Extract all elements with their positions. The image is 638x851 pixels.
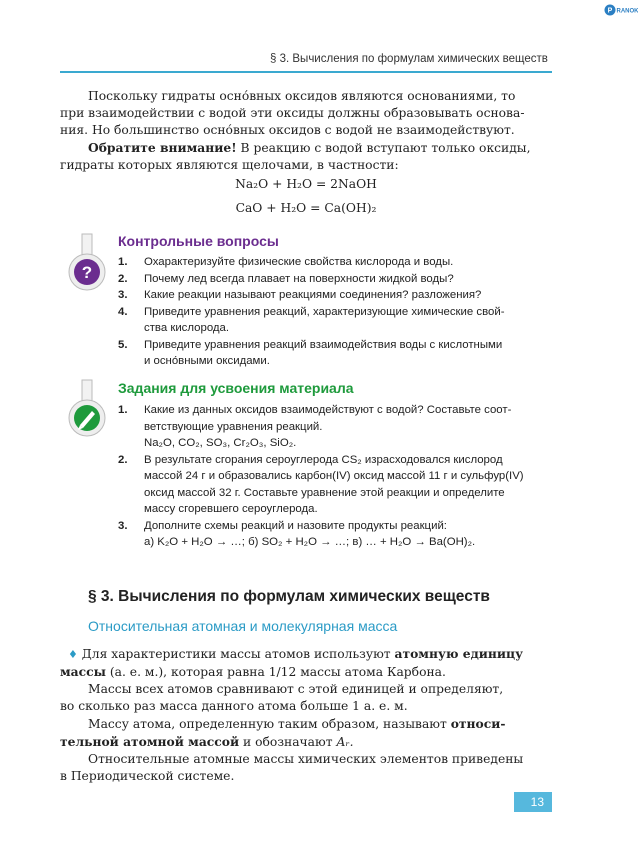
p2-line-1: Массы всех атомов сравнивают с этой единицей и определяют, <box>88 682 504 696</box>
p3-term: относи- <box>450 716 506 731</box>
item-number: 2. <box>118 272 128 285</box>
p1-rest: (а. е. м.), которая равна 1/12 массы атома Карбона. <box>105 665 446 679</box>
p3-term-2: тельной атомной массой <box>60 734 240 749</box>
p3-line-2 <box>60 733 552 751</box>
p1-term: атомную единицу <box>394 646 523 661</box>
item-text: ства кислорода. <box>144 322 230 334</box>
questions-title: Контрольные вопросы <box>118 233 279 249</box>
p3-text: Массу атома, определенную таким образом, называют <box>88 717 451 731</box>
item-number: 3. <box>118 519 128 532</box>
item-number: 4. <box>118 305 128 318</box>
header-rule <box>60 71 552 73</box>
svg-text:Р: Р <box>607 7 613 15</box>
list-item <box>118 452 548 518</box>
list-item <box>118 287 548 304</box>
publisher-logo <box>604 2 638 16</box>
intro-line-3: ния. Но большинство осно́вных оксидов с водой не взаимодействуют. <box>60 123 515 137</box>
item-text: Какие реакции называют реакциями соединения? разложения? <box>144 289 482 301</box>
list-item <box>118 518 548 551</box>
p4-line-2: в Периодической системе. <box>60 769 235 783</box>
item-number: 3. <box>118 289 128 301</box>
item-text: а) K₂O + H₂O → …; б) SO₂ + H₂O → …; в) … + H₂O → Ba(OH)₂. <box>144 536 476 548</box>
attention-label: Обратите внимание! <box>88 140 237 155</box>
diamond-bullet-icon: ♦ <box>68 648 78 661</box>
item-text: Охарактеризуйте физические свойства кислорода и воды. <box>144 256 454 268</box>
body-text <box>60 645 552 785</box>
tasks-list <box>118 402 548 551</box>
p3-line-1 <box>60 715 552 733</box>
question-icon <box>66 232 106 298</box>
section-title: § 3. Вычисления по формулам химических веществ <box>88 588 490 605</box>
item-number: 1. <box>118 404 128 416</box>
list-item <box>118 254 548 271</box>
item-number: 5. <box>118 338 128 351</box>
questions-list <box>118 254 548 370</box>
p1-line-1 <box>60 645 552 663</box>
intro-paragraph <box>60 88 552 174</box>
item-number: 1. <box>118 256 128 268</box>
running-header: § 3. Вычисления по формулам химических веществ <box>270 53 548 65</box>
p3-symbol: Aᵣ. <box>336 735 354 749</box>
item-text: Почему лед всегда плавает на поверхности жидкой воды? <box>144 272 454 285</box>
svg-text:?: ? <box>81 263 93 282</box>
tasks-title: Задания для усвоения материала <box>118 380 354 396</box>
list-item <box>118 337 548 370</box>
item-text: Приведите уравнения реакций взаимодействия воды с кислотными <box>144 338 503 351</box>
intro-line-1: Поскольку гидраты осно́вных оксидов являются основаниями, то <box>88 89 516 103</box>
item-text: оксид массой 32 г. Составьте уравнение этой реакции и определите <box>144 486 505 499</box>
attention-line <box>60 139 552 157</box>
p4-line-1: Относительные атомные массы химических элементов приведены <box>88 752 524 766</box>
item-text: В результате сгорания сероуглерода CS₂ израсходовался кислород <box>144 453 503 466</box>
attention-line-2: гидраты которых являются щелочами, в частности: <box>60 158 399 172</box>
list-item <box>118 402 548 452</box>
item-text: ветствующие уравнения реакций. <box>144 420 323 433</box>
item-text: и осно́вными оксидами. <box>144 355 270 367</box>
svg-text:RANOK: RANOK <box>616 8 638 15</box>
p3-rest: и обозначают <box>239 735 337 749</box>
item-text: массой 24 г и образовались карбон(IV) оксид массой 11 г и сульфур(IV) <box>144 470 524 482</box>
item-text: Какие из данных оксидов взаимодействуют с водой? Составьте соот- <box>144 404 512 416</box>
list-item <box>118 271 548 288</box>
equation-2: CaO + H₂O = Ca(OH)₂ <box>235 201 377 215</box>
item-text: Na₂O, CO₂, SO₃, Cr₂O₃, SiO₂. <box>144 437 297 449</box>
p1-text: Для характеристики массы атомов используют <box>81 647 395 661</box>
attention-text: В реакцию с водой вступают только оксиды, <box>236 141 531 155</box>
item-text: Дополните схемы реакций и назовите продукты реакций: <box>144 519 447 532</box>
list-item <box>118 304 548 337</box>
equation-1: Na₂O + H₂O = 2NaOH <box>235 177 377 191</box>
p1-term-2: массы <box>60 664 106 679</box>
item-number: 2. <box>118 453 128 466</box>
intro-line-2: при взаимодействии с водой эти оксиды должны образовывать основа- <box>60 106 525 120</box>
item-text: массу сгоревшего сероуглерода. <box>144 503 318 515</box>
p1-line-2 <box>60 663 552 681</box>
p2-line-2: во сколько раз масса данного атома больше 1 а. е. м. <box>60 699 408 713</box>
pencil-icon <box>66 378 106 444</box>
page-number: 13 <box>514 792 552 812</box>
section-subtitle: Относительная атомная и молекулярная масса <box>88 618 398 634</box>
item-text: Приведите уравнения реакций, характеризующие химические свой- <box>144 305 505 318</box>
